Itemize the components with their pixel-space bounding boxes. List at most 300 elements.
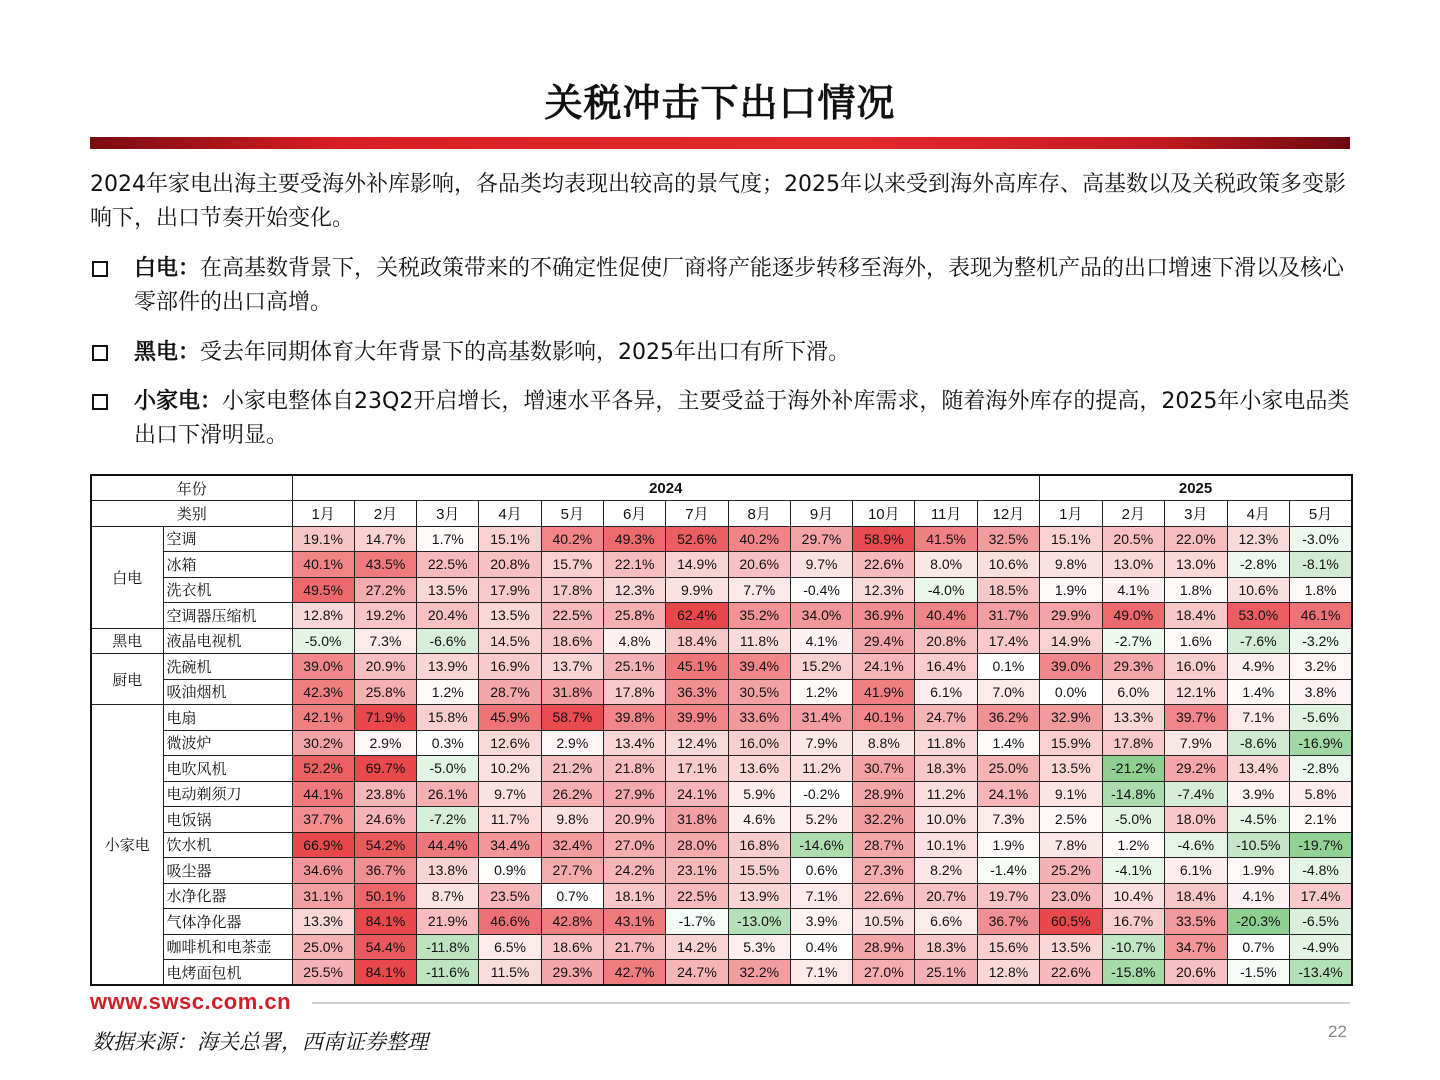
value-cell: 4.1%: [1227, 883, 1290, 909]
month-cell: 3月: [417, 501, 479, 527]
value-cell: 13.6%: [728, 756, 790, 782]
month-cell: 6月: [603, 501, 665, 527]
value-cell: 16.9%: [479, 654, 541, 680]
value-cell: 19.2%: [354, 603, 416, 629]
table-row: [91, 883, 1352, 909]
value-cell: 6.5%: [479, 934, 541, 960]
value-cell: 22.5%: [666, 883, 728, 909]
value-cell: 0.9%: [479, 858, 541, 884]
table-row: [91, 552, 1352, 578]
table-row: [91, 526, 1352, 552]
value-cell: 30.2%: [292, 730, 354, 756]
value-cell: 18.1%: [603, 883, 665, 909]
table-row: [91, 654, 1352, 680]
value-cell: 13.9%: [728, 883, 790, 909]
value-cell: -21.2%: [1102, 756, 1165, 782]
value-cell: 10.5%: [853, 909, 915, 935]
year-cell: 2025: [1040, 475, 1353, 501]
value-cell: -5.0%: [292, 628, 354, 654]
year-cell: 2024: [292, 475, 1040, 501]
value-cell: 22.1%: [603, 552, 665, 578]
value-cell: 0.6%: [790, 858, 852, 884]
value-cell: -1.7%: [666, 909, 728, 935]
value-cell: 10.2%: [479, 756, 541, 782]
value-cell: 22.6%: [853, 552, 915, 578]
value-cell: 12.8%: [292, 603, 354, 629]
value-cell: -3.0%: [1290, 526, 1353, 552]
value-cell: 7.1%: [1227, 705, 1290, 731]
table-row: [91, 781, 1352, 807]
value-cell: 1.8%: [1165, 577, 1228, 603]
value-cell: 7.0%: [977, 679, 1039, 705]
value-cell: 44.1%: [292, 781, 354, 807]
bullet-text: 在高基数背景下，关税政策带来的不确定性促使厂商将产能逐步转移至海外，表现为整机产品的出口增速下滑以及核心零部件的出口高增。: [134, 256, 1345, 315]
value-cell: 13.5%: [479, 603, 541, 629]
value-cell: 42.8%: [541, 909, 603, 935]
value-cell: 60.5%: [1040, 909, 1103, 935]
value-cell: 54.2%: [354, 832, 416, 858]
value-cell: 71.9%: [354, 705, 416, 731]
category-label: 洗碗机: [163, 654, 292, 680]
value-cell: 31.8%: [541, 679, 603, 705]
value-cell: 7.1%: [790, 960, 852, 986]
category-label: 电扇: [163, 705, 292, 731]
value-cell: 7.9%: [790, 730, 852, 756]
value-cell: 29.9%: [1040, 603, 1103, 629]
value-cell: 4.9%: [1227, 654, 1290, 680]
category-header: 类别: [91, 501, 292, 527]
value-cell: -13.0%: [728, 909, 790, 935]
value-cell: 23.0%: [1040, 883, 1103, 909]
value-cell: 15.9%: [1040, 730, 1103, 756]
value-cell: 42.7%: [603, 960, 665, 986]
value-cell: 16.7%: [1102, 909, 1165, 935]
table-row: [91, 960, 1352, 986]
value-cell: 21.9%: [417, 909, 479, 935]
value-cell: 43.1%: [603, 909, 665, 935]
value-cell: 39.0%: [292, 654, 354, 680]
value-cell: 20.9%: [603, 807, 665, 833]
bullet-text: 小家电整体自23Q2开启增长，增速水平各异，主要受益于海外补库需求，随着海外库存的提高，2025年小家电品类出口下滑明显。: [134, 389, 1350, 448]
value-cell: 52.6%: [666, 526, 728, 552]
value-cell: 4.8%: [603, 628, 665, 654]
value-cell: -13.4%: [1290, 960, 1353, 986]
value-cell: 7.3%: [977, 807, 1039, 833]
table-row: [91, 909, 1352, 935]
value-cell: 14.7%: [354, 526, 416, 552]
value-cell: 12.6%: [479, 730, 541, 756]
category-label: 空调: [163, 526, 292, 552]
value-cell: 17.8%: [603, 679, 665, 705]
value-cell: 7.7%: [728, 577, 790, 603]
value-cell: 27.0%: [853, 960, 915, 986]
value-cell: 17.1%: [666, 756, 728, 782]
value-cell: 16.0%: [728, 730, 790, 756]
value-cell: -19.7%: [1290, 832, 1353, 858]
value-cell: 52.2%: [292, 756, 354, 782]
category-label: 饮水机: [163, 832, 292, 858]
value-cell: 21.7%: [603, 934, 665, 960]
value-cell: -14.6%: [790, 832, 852, 858]
value-cell: 1.6%: [1165, 628, 1228, 654]
bullet-label: 小家电：: [134, 389, 223, 414]
value-cell: 18.6%: [541, 934, 603, 960]
value-cell: 33.5%: [1165, 909, 1228, 935]
value-cell: 0.4%: [790, 934, 852, 960]
value-cell: -1.4%: [977, 858, 1039, 884]
category-label: 冰箱: [163, 552, 292, 578]
table-row: [91, 603, 1352, 629]
value-cell: -2.8%: [1227, 552, 1290, 578]
value-cell: 54.4%: [354, 934, 416, 960]
value-cell: 25.0%: [977, 756, 1039, 782]
value-cell: 18.3%: [915, 756, 977, 782]
value-cell: 24.6%: [354, 807, 416, 833]
value-cell: -8.6%: [1227, 730, 1290, 756]
month-cell: 11月: [915, 501, 977, 527]
value-cell: 12.1%: [1165, 679, 1228, 705]
value-cell: 20.6%: [1165, 960, 1228, 986]
value-cell: -2.7%: [1102, 628, 1165, 654]
data-source: 数据来源：海关总署，西南证券整理: [92, 1030, 428, 1054]
value-cell: 2.9%: [354, 730, 416, 756]
value-cell: 69.7%: [354, 756, 416, 782]
value-cell: 20.8%: [479, 552, 541, 578]
month-cell: 5月: [1290, 501, 1353, 527]
month-cell: 8月: [728, 501, 790, 527]
value-cell: 16.0%: [1165, 654, 1228, 680]
value-cell: 15.7%: [541, 552, 603, 578]
value-cell: 25.1%: [915, 960, 977, 986]
title-divider: [90, 137, 1350, 149]
value-cell: -7.2%: [417, 807, 479, 833]
value-cell: 22.6%: [853, 883, 915, 909]
value-cell: 0.1%: [977, 654, 1039, 680]
value-cell: -2.8%: [1290, 756, 1353, 782]
value-cell: 46.6%: [479, 909, 541, 935]
value-cell: 32.2%: [853, 807, 915, 833]
month-cell: 2月: [1102, 501, 1165, 527]
value-cell: -11.6%: [417, 960, 479, 986]
page-number: 22: [1328, 1022, 1347, 1041]
value-cell: 1.2%: [417, 679, 479, 705]
value-cell: 62.4%: [666, 603, 728, 629]
value-cell: 58.7%: [541, 705, 603, 731]
value-cell: 18.4%: [666, 628, 728, 654]
group-label: 厨电: [91, 654, 163, 705]
category-label: 电吹风机: [163, 756, 292, 782]
value-cell: 29.3%: [1102, 654, 1165, 680]
value-cell: 11.2%: [915, 781, 977, 807]
value-cell: 1.2%: [1102, 832, 1165, 858]
value-cell: 2.9%: [541, 730, 603, 756]
value-cell: -15.8%: [1102, 960, 1165, 986]
value-cell: 40.2%: [728, 526, 790, 552]
month-cell: 2月: [354, 501, 416, 527]
value-cell: 49.3%: [603, 526, 665, 552]
value-cell: 12.3%: [603, 577, 665, 603]
value-cell: 15.5%: [728, 858, 790, 884]
table-row: [91, 577, 1352, 603]
value-cell: 24.1%: [977, 781, 1039, 807]
footer-url: www.swsc.com.cn: [90, 989, 292, 1014]
value-cell: 84.1%: [354, 960, 416, 986]
value-cell: 46.1%: [1290, 603, 1353, 629]
value-cell: 13.4%: [603, 730, 665, 756]
category-label: 电饭锅: [163, 807, 292, 833]
value-cell: 49.0%: [1102, 603, 1165, 629]
value-cell: 32.5%: [977, 526, 1039, 552]
category-label: 电烤面包机: [163, 960, 292, 986]
table-row: [91, 730, 1352, 756]
value-cell: 3.2%: [1290, 654, 1353, 680]
value-cell: -10.5%: [1227, 832, 1290, 858]
value-cell: -4.6%: [1165, 832, 1228, 858]
value-cell: 7.8%: [1040, 832, 1103, 858]
value-cell: -11.8%: [417, 934, 479, 960]
value-cell: 11.7%: [479, 807, 541, 833]
value-cell: 9.7%: [479, 781, 541, 807]
value-cell: 29.3%: [541, 960, 603, 986]
value-cell: 26.1%: [417, 781, 479, 807]
value-cell: 42.3%: [292, 679, 354, 705]
value-cell: 53.0%: [1227, 603, 1290, 629]
value-cell: 11.8%: [915, 730, 977, 756]
checkbox-bullet-icon: [92, 345, 108, 361]
value-cell: 28.9%: [853, 781, 915, 807]
value-cell: -20.3%: [1227, 909, 1290, 935]
value-cell: -5.0%: [417, 756, 479, 782]
value-cell: 8.2%: [915, 858, 977, 884]
value-cell: 13.3%: [1102, 705, 1165, 731]
group-label: 小家电: [91, 705, 163, 986]
value-cell: 11.8%: [728, 628, 790, 654]
value-cell: 0.3%: [417, 730, 479, 756]
value-cell: 27.7%: [541, 858, 603, 884]
value-cell: 42.1%: [292, 705, 354, 731]
value-cell: 5.8%: [1290, 781, 1353, 807]
value-cell: 9.1%: [1040, 781, 1103, 807]
table-row: [91, 934, 1352, 960]
value-cell: -1.5%: [1227, 960, 1290, 986]
month-cell: 4月: [479, 501, 541, 527]
value-cell: 31.7%: [977, 603, 1039, 629]
value-cell: 1.7%: [417, 526, 479, 552]
value-cell: -5.0%: [1102, 807, 1165, 833]
value-cell: 10.6%: [1227, 577, 1290, 603]
value-cell: 33.6%: [728, 705, 790, 731]
value-cell: 6.1%: [1165, 858, 1228, 884]
value-cell: 44.4%: [417, 832, 479, 858]
value-cell: 37.7%: [292, 807, 354, 833]
value-cell: 12.8%: [977, 960, 1039, 986]
value-cell: 18.5%: [977, 577, 1039, 603]
value-cell: 18.6%: [541, 628, 603, 654]
value-cell: 0.0%: [1040, 679, 1103, 705]
month-cell: 4月: [1227, 501, 1290, 527]
value-cell: 21.2%: [541, 756, 603, 782]
value-cell: 13.5%: [1040, 934, 1103, 960]
value-cell: -4.1%: [1102, 858, 1165, 884]
value-cell: 31.1%: [292, 883, 354, 909]
value-cell: 22.0%: [1165, 526, 1228, 552]
value-cell: 3.9%: [1227, 781, 1290, 807]
table-row: [91, 858, 1352, 884]
category-label: 电动剃须刀: [163, 781, 292, 807]
value-cell: 20.9%: [354, 654, 416, 680]
value-cell: 29.4%: [853, 628, 915, 654]
value-cell: 13.5%: [1040, 756, 1103, 782]
table-row: [91, 705, 1352, 731]
value-cell: 15.6%: [977, 934, 1039, 960]
value-cell: 14.5%: [479, 628, 541, 654]
value-cell: 40.2%: [541, 526, 603, 552]
value-cell: -3.2%: [1290, 628, 1353, 654]
value-cell: 28.0%: [666, 832, 728, 858]
value-cell: 4.1%: [790, 628, 852, 654]
value-cell: 7.1%: [790, 883, 852, 909]
value-cell: 36.9%: [853, 603, 915, 629]
value-cell: 9.8%: [541, 807, 603, 833]
value-cell: 41.9%: [853, 679, 915, 705]
value-cell: 15.1%: [1040, 526, 1103, 552]
value-cell: 15.8%: [417, 705, 479, 731]
page-title: 关税冲击下出口情况: [544, 81, 896, 125]
bullet-black-goods: [90, 336, 1352, 370]
value-cell: 20.6%: [728, 552, 790, 578]
value-cell: 10.1%: [915, 832, 977, 858]
value-cell: 23.8%: [354, 781, 416, 807]
value-cell: 12.3%: [853, 577, 915, 603]
value-cell: 12.4%: [666, 730, 728, 756]
value-cell: 36.3%: [666, 679, 728, 705]
value-cell: 17.9%: [479, 577, 541, 603]
value-cell: -7.6%: [1227, 628, 1290, 654]
value-cell: 24.2%: [603, 858, 665, 884]
value-cell: 1.8%: [1290, 577, 1353, 603]
value-cell: 18.0%: [1165, 807, 1228, 833]
value-cell: 12.3%: [1227, 526, 1290, 552]
value-cell: 24.1%: [666, 781, 728, 807]
bullet-label: 白电：: [134, 256, 201, 281]
value-cell: 34.7%: [1165, 934, 1228, 960]
category-label: 空调器压缩机: [163, 603, 292, 629]
value-cell: 15.1%: [479, 526, 541, 552]
value-cell: 9.9%: [666, 577, 728, 603]
category-label: 微波炉: [163, 730, 292, 756]
value-cell: -4.8%: [1290, 858, 1353, 884]
value-cell: 6.1%: [915, 679, 977, 705]
month-cell: 7月: [666, 501, 728, 527]
month-cell: 1月: [1040, 501, 1103, 527]
value-cell: 20.5%: [1102, 526, 1165, 552]
group-label: 黑电: [91, 628, 163, 654]
checkbox-bullet-icon: [92, 261, 108, 277]
value-cell: 28.7%: [853, 832, 915, 858]
value-cell: 28.7%: [479, 679, 541, 705]
category-label: 咖啡机和电茶壶: [163, 934, 292, 960]
value-cell: 41.5%: [915, 526, 977, 552]
value-cell: 13.5%: [417, 577, 479, 603]
value-cell: 43.5%: [354, 552, 416, 578]
year-header-row: [91, 475, 1352, 501]
value-cell: 30.5%: [728, 679, 790, 705]
value-cell: 13.0%: [1165, 552, 1228, 578]
value-cell: 18.3%: [915, 934, 977, 960]
value-cell: 2.1%: [1290, 807, 1353, 833]
bullet-text: 受去年同期体育大年背景下的高基数影响，2025年出口有所下滑。: [200, 340, 851, 365]
month-cell: 5月: [541, 501, 603, 527]
value-cell: 18.4%: [1165, 603, 1228, 629]
value-cell: 20.8%: [915, 628, 977, 654]
value-cell: 25.8%: [603, 603, 665, 629]
value-cell: 5.2%: [790, 807, 852, 833]
value-cell: 34.4%: [479, 832, 541, 858]
table-row: [91, 628, 1352, 654]
value-cell: -5.6%: [1290, 705, 1353, 731]
value-cell: 14.2%: [666, 934, 728, 960]
value-cell: -6.6%: [417, 628, 479, 654]
value-cell: 49.5%: [292, 577, 354, 603]
bullet-white-goods: [90, 252, 1352, 320]
value-cell: 4.6%: [728, 807, 790, 833]
value-cell: 40.4%: [915, 603, 977, 629]
value-cell: 21.8%: [603, 756, 665, 782]
value-cell: 4.1%: [1102, 577, 1165, 603]
value-cell: 24.1%: [853, 654, 915, 680]
group-label: 白电: [91, 526, 163, 628]
value-cell: -0.2%: [790, 781, 852, 807]
value-cell: 30.7%: [853, 756, 915, 782]
value-cell: 22.5%: [417, 552, 479, 578]
value-cell: 1.9%: [1040, 577, 1103, 603]
value-cell: 16.4%: [915, 654, 977, 680]
value-cell: 22.6%: [1040, 960, 1103, 986]
value-cell: 17.8%: [541, 577, 603, 603]
category-label: 洗衣机: [163, 577, 292, 603]
value-cell: 28.9%: [853, 934, 915, 960]
value-cell: 40.1%: [292, 552, 354, 578]
month-cell: 3月: [1165, 501, 1228, 527]
value-cell: 39.0%: [1040, 654, 1103, 680]
category-label: 吸油烟机: [163, 679, 292, 705]
value-cell: 13.0%: [1102, 552, 1165, 578]
table-row: [91, 807, 1352, 833]
value-cell: 19.1%: [292, 526, 354, 552]
month-cell: 10月: [853, 501, 915, 527]
table-row: [91, 756, 1352, 782]
value-cell: 45.1%: [666, 654, 728, 680]
value-cell: 36.2%: [977, 705, 1039, 731]
value-cell: 13.4%: [1227, 756, 1290, 782]
value-cell: 29.7%: [790, 526, 852, 552]
value-cell: 3.9%: [790, 909, 852, 935]
value-cell: 20.4%: [417, 603, 479, 629]
bullet-label: 黑电：: [134, 340, 201, 365]
value-cell: 24.7%: [666, 960, 728, 986]
value-cell: 2.5%: [1040, 807, 1103, 833]
bullet-small-appliances: [90, 385, 1352, 453]
category-label: 气体净化器: [163, 909, 292, 935]
value-cell: 13.7%: [541, 654, 603, 680]
value-cell: 1.9%: [977, 832, 1039, 858]
value-cell: 8.0%: [915, 552, 977, 578]
value-cell: 17.8%: [1102, 730, 1165, 756]
category-label: 液晶电视机: [163, 628, 292, 654]
value-cell: 5.9%: [728, 781, 790, 807]
value-cell: -16.9%: [1290, 730, 1353, 756]
value-cell: 27.3%: [853, 858, 915, 884]
